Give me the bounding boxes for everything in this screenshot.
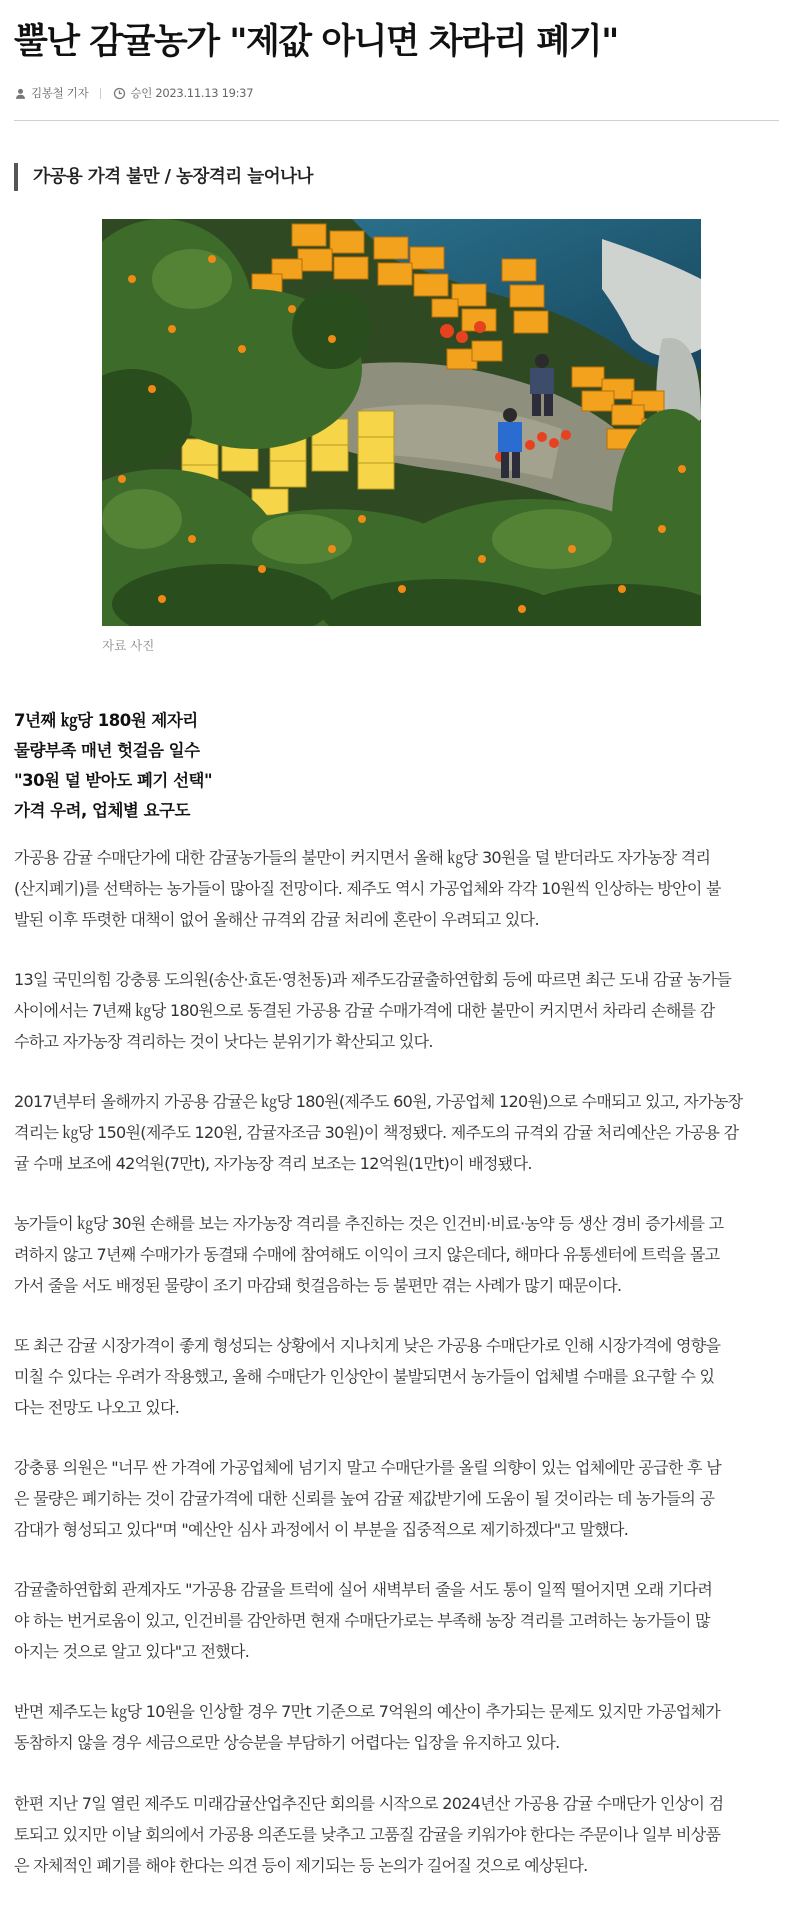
paragraph-line: 귤 수매 보조에 42억원(7만t), 자가농장 격리 보조는 12억원(1만t)이 배정됐다. [14,1154,532,1173]
article-byline [14,83,253,103]
paragraph-line: 반면 제주도는 ㎏당 10원을 인상할 경우 7만t 기준으로 7억원의 예산이 추가되는 문제도 있지만 가공업체가 [14,1702,721,1721]
body-paragraph [14,1086,784,1179]
paragraph-line: 또 최근 감귤 시장가격이 좋게 형성되는 상황에서 지나치게 낮은 가공용 수매단가로 인해 시장가격에 영향을 [14,1336,721,1355]
paragraph-line: 토되고 있지만 이날 회의에서 가공용 의존도를 낮추고 고품질 감귤을 키워가야 한다는 주문이나 일부 비상품 [14,1825,721,1844]
paragraph-line: 발된 이후 뚜렷한 대책이 없어 올해산 규격외 감귤 처리에 혼란이 우려되고 있다. [14,910,539,929]
summary-line: 물량부족 매년 헛걸음 일수 [14,741,200,760]
article-photo[interactable] [102,219,701,626]
orchard-harvest-image [102,219,701,626]
paragraph-line: 은 물량은 폐기하는 것이 감귤가격에 대한 신뢰를 높여 감귤 제값받기에 도움이 될 것이라는 데 농가들의 공 [14,1489,715,1508]
summary-line: "30원 덜 받아도 폐기 선택" [14,771,213,790]
approved-datetime: 승인 2023.11.13 19:37 [130,86,254,100]
body-paragraph [14,1330,784,1423]
photo-caption: 자료 사진 [102,638,155,653]
paragraph-line: 사이에서는 7년째 ㎏당 180원으로 동결된 가공용 감귤 수매가격에 대한 불만이 커지면서 차라리 손해를 감 [14,1001,715,1020]
person-icon [14,87,27,100]
article-summary [14,706,212,826]
paragraph-line: 동참하지 않을 경우 세금으로만 상승분을 부담하기 어렵다는 입장을 유지하고 있다. [14,1733,560,1752]
body-paragraph [14,964,784,1057]
clock-icon [113,87,126,100]
paragraph-line: 아지는 것으로 알고 있다"고 전했다. [14,1642,250,1661]
paragraph-line: 격리는 ㎏당 150원(제주도 120원, 감귤자조금 30원)이 책정됐다. 제주도의 규격외 감귤 처리예산은 가공용 감 [14,1123,739,1142]
paragraph-line: 2017년부터 올해까지 가공용 감귤은 ㎏당 180원(제주도 60원, 가공업체 120원)으로 수매되고 있고, 자가농장 [14,1092,743,1111]
paragraph-line: 한편 지난 7일 열린 제주도 미래감귤산업추진단 회의를 시작으로 2024년산 가공용 감귤 수매단가 인상이 검 [14,1794,724,1813]
paragraph-line: (산지폐기)를 선택하는 농가들이 많아질 전망이다. 제주도 역시 가공업체와 각각 10원씩 인상하는 방안이 불 [14,879,721,898]
body-paragraph [14,1452,784,1545]
paragraph-line: 가공용 감귤 수매단가에 대한 감귤농가들의 불만이 커지면서 올해 ㎏당 30원을 덜 받더라도 자가농장 격리 [14,848,711,867]
paragraph-line: 수하고 자가농장 격리하는 것이 낫다는 분위기가 확산되고 있다. [14,1032,433,1051]
article-subheadline: 가공용 가격 불만 / 농장격리 늘어나나 [14,163,313,191]
paragraph-line: 다는 전망도 나오고 있다. [14,1398,180,1417]
paragraph-line: 미칠 수 있다는 우려가 작용했고, 올해 수매단가 인상안이 불발되면서 농가들이 업체별 수매를 요구할 수 있 [14,1367,715,1386]
paragraph-line: 가서 줄을 서도 배정된 물량이 조기 마감돼 헛걸음하는 등 불편만 겪는 사례가 많기 때문이다. [14,1276,622,1295]
body-paragraph [14,1574,784,1667]
summary-line: 가격 우려, 업체별 요구도 [14,801,190,820]
paragraph-line: 농가들이 ㎏당 30원 손해를 보는 자가농장 격리를 추진하는 것은 인건비·비료·농약 등 생산 경비 증가세를 고 [14,1214,724,1233]
body-paragraph [14,1208,784,1301]
paragraph-line: 감귤출하연합회 관계자도 "가공용 감귤을 트럭에 실어 새벽부터 줄을 서도 통이 일찍 떨어지면 오래 기다려 [14,1580,713,1599]
byline-divider [100,88,101,99]
reporter-name[interactable]: 김봉철 기자 [31,86,89,100]
paragraph-line: 은 자체적인 폐기를 해야 한다는 의견 등이 제기되는 등 논의가 길어질 것으로 예상된다. [14,1856,588,1875]
paragraph-line: 감대가 형성되고 있다"며 "예산안 심사 과정에서 이 부분을 집중적으로 제기하겠다"고 말했다. [14,1520,629,1539]
paragraph-line: 야 하는 번거로움이 있고, 인건비를 감안하면 현재 수매단가로는 부족해 농장 격리를 고려하는 농가들이 많 [14,1611,710,1630]
header-divider [14,120,779,121]
body-paragraph [14,1696,784,1758]
paragraph-line: 강충룡 의원은 "너무 싼 가격에 가공업체에 넘기지 말고 수매단가를 올릴 의향이 있는 업체에만 공급한 후 남 [14,1458,721,1477]
summary-line: 7년째 ㎏당 180원 제자리 [14,711,198,730]
article-headline: 뿔난 감귤농가 "제값 아니면 차라리 폐기" [14,22,618,62]
body-paragraph [14,842,784,935]
body-paragraph [14,1788,784,1881]
paragraph-line: 려하지 않고 7년째 수매가가 동결돼 수매에 참여해도 이익이 크지 않은데다, 해마다 유통센터에 트럭을 몰고 [14,1245,720,1264]
paragraph-line: 13일 국민의힘 강충룡 도의원(송산·효돈·영천동)과 제주도감귤출하연합회 등에 따르면 최근 도내 감귤 농가들 [14,970,732,989]
